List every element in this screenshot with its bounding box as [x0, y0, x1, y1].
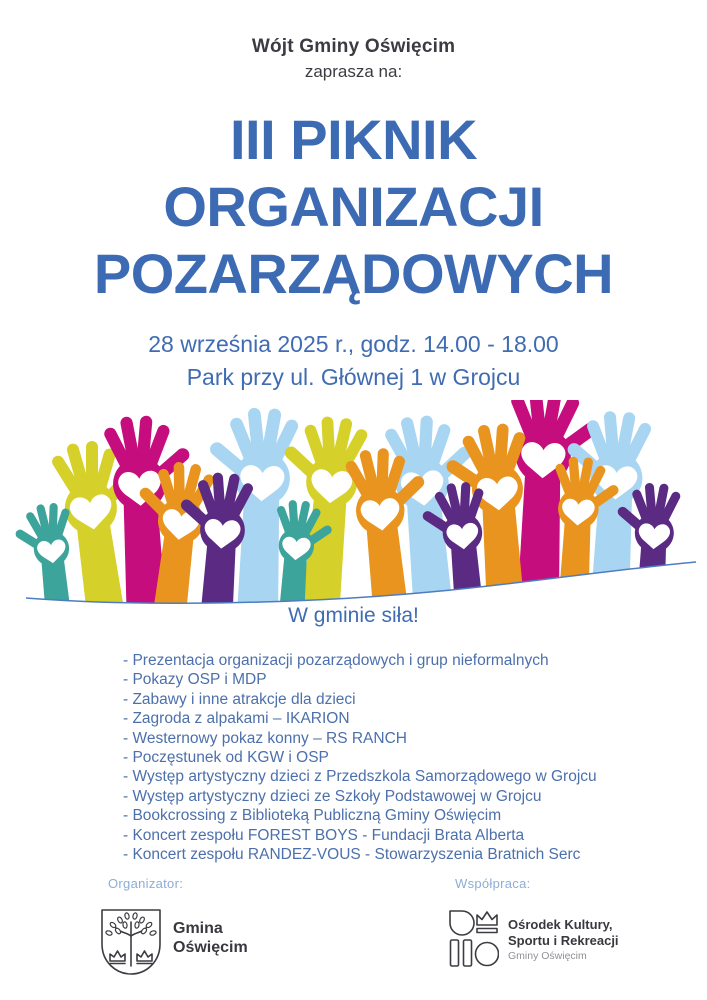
- organizer-name: [173, 919, 248, 957]
- program-item: - Westernowy pokaz konny – RS RANCH: [123, 729, 407, 747]
- partner-name-line3: Gminy Oświęcim: [508, 950, 587, 962]
- program-item: - Koncert zespołu RANDEZ-VOUS - Stowarzyszenia Bratnich Serc: [123, 846, 581, 864]
- inviter-name: Wójt Gminy Oświęcim: [251, 36, 456, 57]
- program-item: - Pokazy OSP i MDP: [123, 671, 267, 689]
- program-item: - Zabawy i inne atrakcje dla dzieci: [123, 690, 356, 708]
- title-line-1: III PIKNIK: [229, 108, 478, 171]
- tagline: W gminie siła!: [288, 604, 419, 627]
- partner-name: [508, 917, 619, 965]
- poster-title: [0, 106, 707, 307]
- partner-label: Współpraca:: [455, 876, 531, 891]
- title-line-3: POZARZĄDOWYCH: [93, 242, 614, 305]
- event-datetime: 28 września 2025 r., godz. 14.00 - 18.00: [148, 331, 559, 357]
- invitation-text: zaprasza na:: [304, 62, 403, 81]
- shield-tree-crowns-crest-icon: [100, 908, 162, 976]
- program-item: - Występ artystyczny dzieci z Przedszkola Samorządowego w Grojcu: [123, 768, 597, 786]
- organizer-name-line1: Gmina: [173, 920, 223, 937]
- program-item: - Prezentacja organizacji pozarządowych i grup nieformalnych: [123, 652, 549, 669]
- program-item: - Występ artystyczny dzieci ze Szkoły Podstawowej w Grojcu: [123, 787, 542, 805]
- drop-crown-bars-circle-logo-icon: [449, 910, 499, 968]
- organizer-name-line2: Oświęcim: [173, 939, 248, 956]
- program-list: [123, 651, 597, 864]
- program-item: - Koncert zespołu FOREST BOYS - Fundacji Brata Alberta: [123, 826, 525, 844]
- program-item: - Zagroda z alpakami – IKARION: [123, 710, 350, 728]
- program-item: - Poczęstunek od KGW i OSP: [123, 749, 329, 767]
- raised-hands-hearts-illustration: [0, 400, 707, 615]
- event-location: Park przy ul. Głównej 1 w Grojcu: [186, 364, 521, 390]
- program-item: - Bookcrossing z Biblioteką Publiczną Gminy Oświęcim: [123, 807, 502, 825]
- partner-name-line2: Sportu i Rekreacji: [508, 932, 619, 948]
- event-details: [0, 328, 707, 394]
- partner-name-line1: Ośrodek Kultury,: [508, 917, 613, 932]
- organizer-label: Organizator:: [108, 876, 184, 891]
- title-line-2: ORGANIZACJI: [163, 175, 544, 238]
